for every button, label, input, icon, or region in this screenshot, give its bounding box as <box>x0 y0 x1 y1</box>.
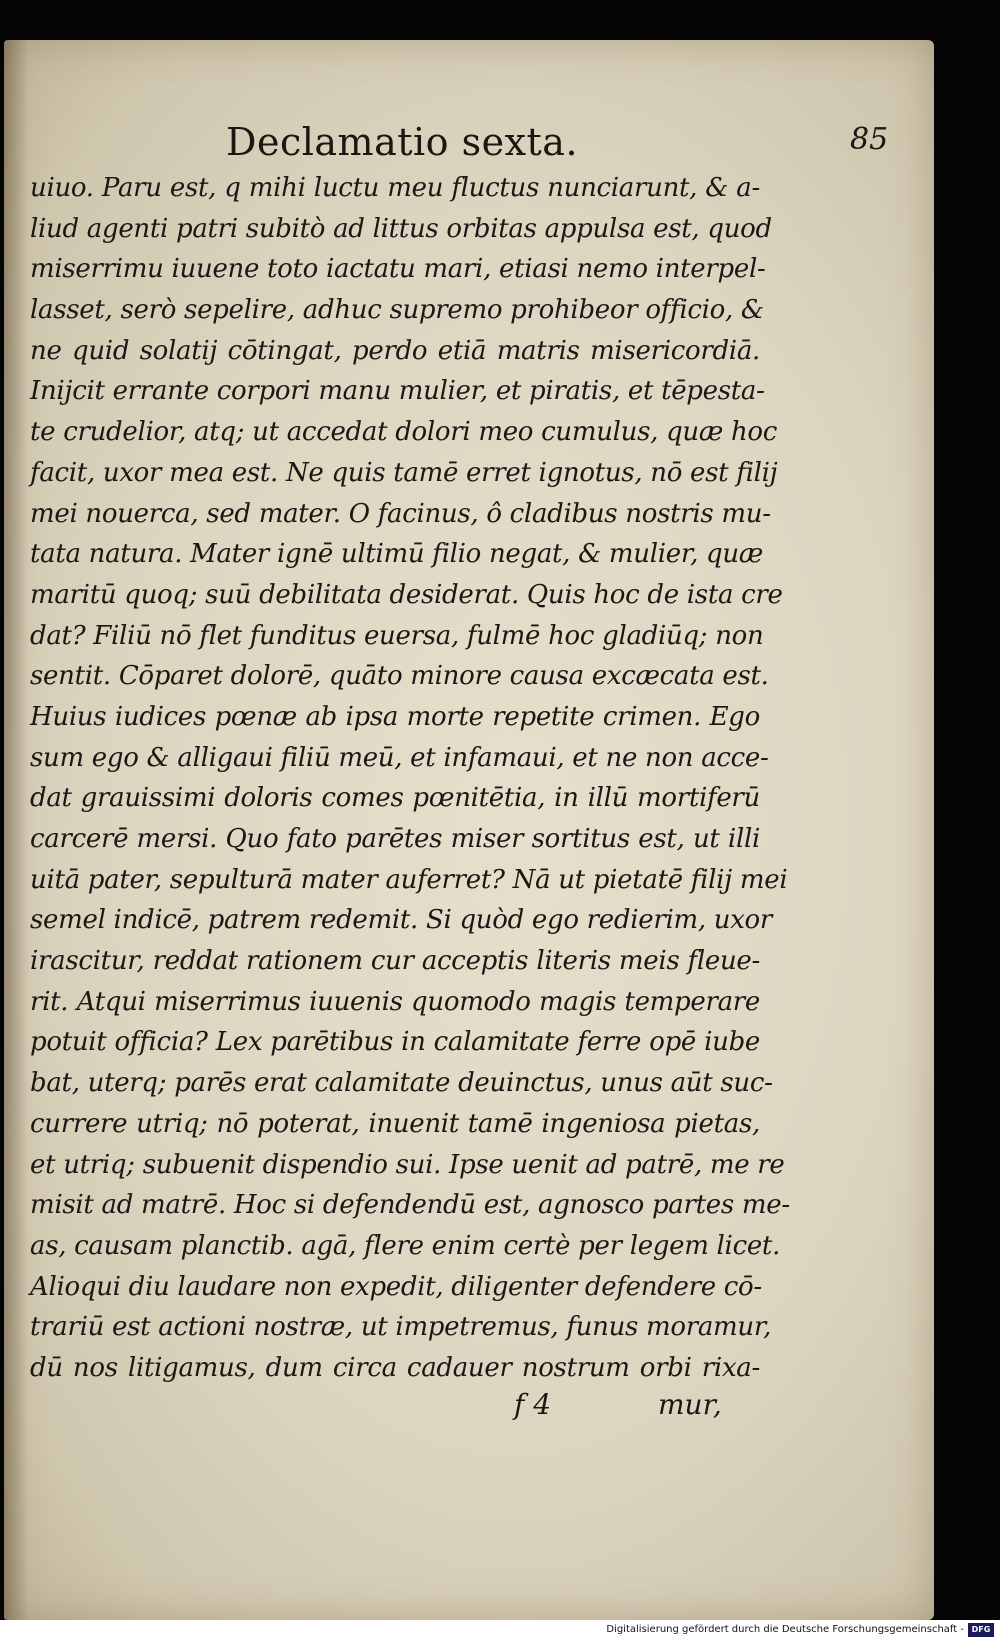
text-line: irascitur, reddat rationem cur acceptis literis meis fleue- <box>30 946 760 977</box>
text-line: Alioqui diu laudare non expedit, diligenter defendere cō- <box>30 1271 762 1302</box>
text-line: maritū quoq; suū debilitata desiderat. Quis hoc de ista cre <box>30 579 783 610</box>
credit-bar <box>0 1620 1000 1643</box>
text-line: sum ego & alligaui filiū meū, et infamaui, et ne non acce- <box>30 742 769 773</box>
text-line: facit, uxor mea est. Ne quis tamē erret ignotus, nō est filij <box>30 457 778 488</box>
text-line: trariū est actioni nostræ, ut impetremus, funus moramur, <box>30 1312 772 1343</box>
text-line: carcerē mersi. Quo fato parētes miser sortitus est, ut illi <box>30 824 760 854</box>
funding-credit: Digitalisierung gefördert durch die Deutsche Forschungsgemeinschaft - <box>606 1624 964 1635</box>
text-line: Huius iudices pœnæ ab ipsa morte repetite crimen. Ego <box>30 701 760 732</box>
running-title: Declamatio sexta. <box>226 120 579 164</box>
page-number: 85 <box>850 122 889 157</box>
text-line: miserrimu iuuene toto iactatu mari, etiasi nemo interpel- <box>30 254 766 285</box>
text-line: bat, uterq; parēs erat calamitate deuinctus, unus aūt suc- <box>30 1068 773 1099</box>
text-line: misit ad matrē. Hoc si defendendū est, agnosco partes me- <box>30 1190 790 1221</box>
text-line: et utriq; subuenit dispendio sui. Ipse uenit ad patrē, me re <box>30 1149 785 1180</box>
text-line: potuit officia? Lex parētibus in calamitate ferre opē iube <box>30 1027 760 1058</box>
text-line: dat grauissimi doloris comes pœnitētia, in illū mortiferū <box>30 783 760 814</box>
text-line: mei nouerca, sed mater. O facinus, ô cladibus nostris mu- <box>30 498 771 529</box>
text-line: te crudelior, atq; ut accedat dolori meo cumulus, quæ hoc <box>30 417 778 448</box>
catchword: mur, <box>658 1388 722 1421</box>
text-line: as, causam planctib. agā, flere enim certè per legem licet. <box>30 1230 781 1261</box>
text-line: Inijcit errante corpori manu mulier, et piratis, et tēpesta- <box>30 376 765 407</box>
text-line: ne quid solatij cōtingat, perdo etiā matris misericordiā. <box>30 335 760 366</box>
text-line: dū nos litigamus, dum circa cadauer nostrum orbi rixa- <box>30 1352 760 1383</box>
text-line: currere utriq; nō poterat, inuenit tamē ingeniosa pietas, <box>30 1108 760 1139</box>
text-line: liud agenti patri subitò ad littus orbitas appulsa est, quod <box>30 213 772 244</box>
text-line: uitā pater, sepulturā mater auferret? Nā ut pietatē filij mei <box>30 864 788 895</box>
text-line: tata natura. Mater ignē ultimū filio negat, & mulier, quæ <box>30 539 763 570</box>
signature-mark: f 4 <box>514 1388 552 1421</box>
dfg-logo: DFG <box>968 1623 994 1637</box>
text-line: rit. Atqui miserrimus iuuenis quomodo magis temperare <box>30 986 760 1017</box>
book-page <box>4 40 934 1620</box>
text-line: sentit. Cōparet dolorē, quāto minore causa excæcata est. <box>30 661 769 692</box>
text-line: dat? Filiū nō flet funditus euersa, fulmē hoc gladiūq; non <box>30 620 764 651</box>
text-line: uiuo. Paru est, q mihi luctu meu fluctus nunciarunt, & a- <box>30 173 760 203</box>
text-line: lasset, serò sepelire, adhuc supremo prohibeor officio, & <box>30 295 764 326</box>
page-footer <box>30 1388 760 1430</box>
text-line: semel indicē, patrem redemit. Si quòd ego redierim, uxor <box>30 905 773 936</box>
text-block <box>30 168 790 1389</box>
page-gutter-shadow <box>4 40 28 1620</box>
